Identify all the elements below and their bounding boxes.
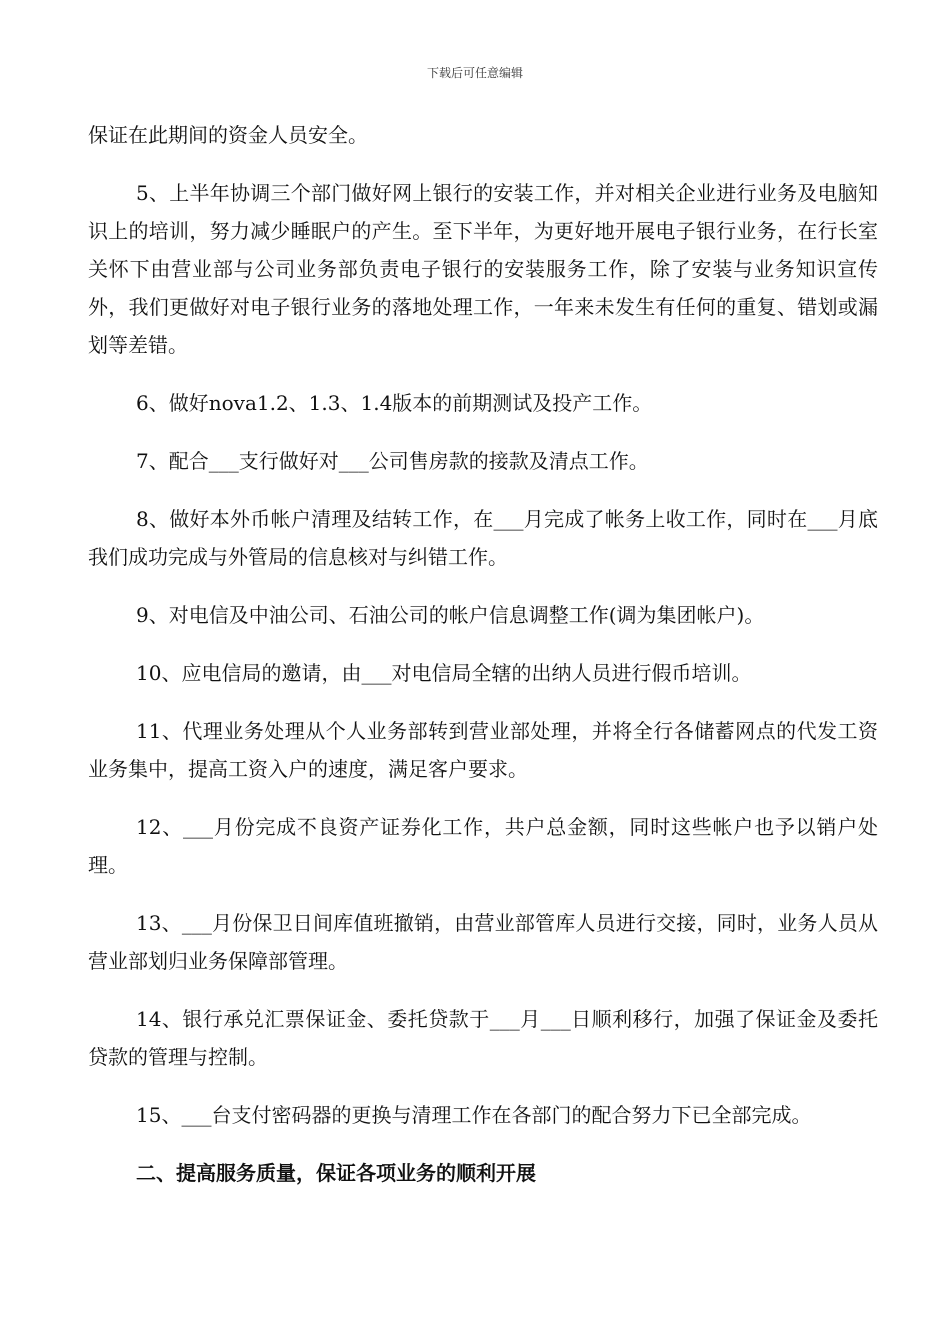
paragraph-item-10: 10、应电信局的邀请，由___对电信局全辖的出纳人员进行假币培训。	[136, 661, 752, 685]
paragraph-item-13: 13、___月份保卫日间库值班撤销，由营业部管库人员进行交接，同时，业务人员从营业部划归业务保障部管理。	[88, 911, 878, 973]
paragraph-item-11: 11、代理业务处理从个人业务部转到营业部处理，并将全行各储蓄网点的代发工资业务集中，提高工资入户的速度，满足客户要求。	[88, 719, 878, 781]
paragraph-item-15: 15、___台支付密码器的更换与清理工作在各部门的配合努力下已全部完成。	[136, 1103, 812, 1127]
page-header: 下载后可任意编辑	[426, 66, 523, 80]
paragraph-item-8: 8、做好本外币帐户清理及结转工作，在___月完成了帐务上收工作，同时在___月底我们成功完成与外管局的信息核对与纠错工作。	[88, 507, 878, 569]
paragraph-item-14: 14、银行承兑汇票保证金、委托贷款于___月___日顺利移行，加强了保证金及委托贷款的管理与控制。	[88, 1007, 878, 1069]
paragraph-item-5: 5、上半年协调三个部门做好网上银行的安装工作，并对相关企业进行业务及电脑知识上的培训，努力减少睡眠户的产生。至下半年，为更好地开展电子银行业务，在行长室关怀下由营业部与公司业务部负责电子银行的安装服务工作，除了安装与业务知识宣传外，我们更做好对电子银行业务的落地处理工作，一年来未发生有任何的重复、错划或漏划等差错。	[88, 181, 878, 357]
paragraph-item-6: 6、做好nova1.2、1.3、1.4版本的前期测试及投产工作。	[136, 391, 653, 415]
paragraph-item-12: 12、___月份完成不良资产证券化工作，共户总金额，同时这些帐户也予以销户处理。	[88, 815, 878, 877]
paragraph-item-7: 7、配合___支行做好对___公司售房款的接款及清点工作。	[136, 449, 649, 473]
section-heading: 二、提高服务质量，保证各项业务的顺利开展	[136, 1161, 536, 1185]
paragraph-item-9: 9、对电信及中油公司、石油公司的帐户信息调整工作(调为集团帐户)。	[136, 603, 765, 627]
paragraph-continuation: 保证在此期间的资金人员安全。	[88, 123, 368, 147]
document-body	[88, 116, 878, 1192]
